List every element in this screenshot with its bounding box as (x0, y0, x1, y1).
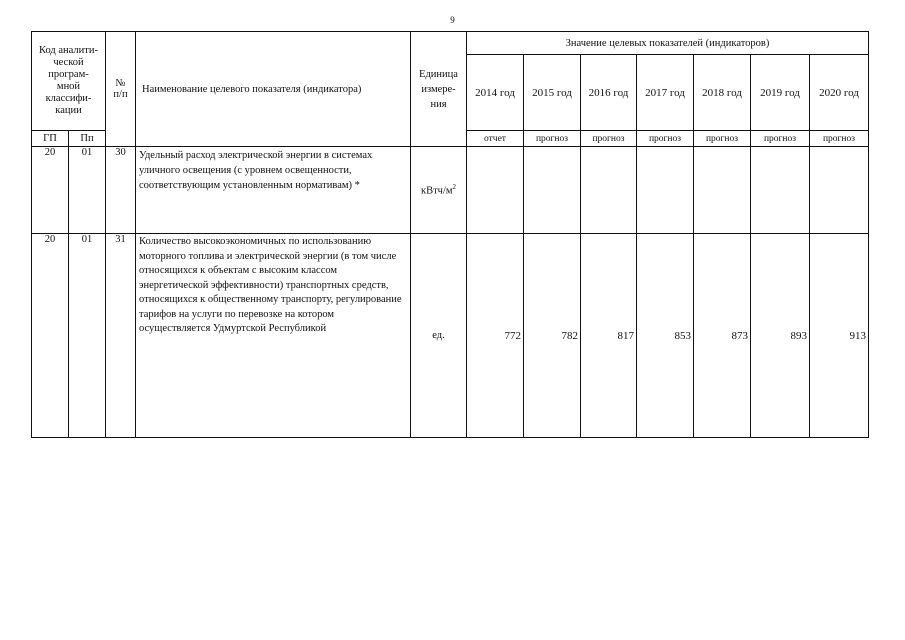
values-title: Значение целевых показателей (индикаторов) (467, 32, 869, 55)
code-header: Код аналити- ческой програм- мной классифи- кации (32, 32, 106, 131)
status-label: прогноз (751, 131, 810, 147)
status-label: отчет (467, 131, 524, 147)
header-row-top (32, 32, 869, 55)
value-cell: 873 (694, 234, 751, 438)
value-cell (581, 147, 637, 234)
unit-header: Единица измере- ния (411, 32, 467, 147)
value-cell: 782 (524, 234, 581, 438)
value-cell (637, 147, 694, 234)
indicators-table (31, 31, 869, 438)
pp-header: Пп (69, 131, 106, 147)
unit-superscript: 2 (452, 183, 457, 192)
num-cell: 30 (106, 147, 136, 234)
year-header: 2017 год (637, 55, 694, 131)
year-header: 2016 год (581, 55, 637, 131)
table-row (32, 147, 869, 234)
gp-cell: 20 (32, 234, 69, 438)
status-label: прогноз (637, 131, 694, 147)
value-cell: 772 (467, 234, 524, 438)
value-cell (524, 147, 581, 234)
value-cell: 817 (581, 234, 637, 438)
gp-header: ГП (32, 131, 69, 147)
unit-cell: ед. (411, 234, 467, 438)
value-cell: 913 (810, 234, 869, 438)
value-cell: 853 (637, 234, 694, 438)
year-header: 2015 год (524, 55, 581, 131)
indicator-name: Количество высокоэкономичных по использованию моторного топлива и электрической энергии (в том числе относящихся к объектам с высоким классом энергетической эффективности) транспортных средств, относящихся к общественному транспорту, регулирование тарифов на услуги по перевозке на котором осуществляется Удмуртской Республикой (136, 234, 411, 438)
status-label: прогноз (524, 131, 581, 147)
num-header: № п/п (106, 32, 136, 147)
pp-cell: 01 (69, 234, 106, 438)
value-cell (694, 147, 751, 234)
page-number: 9 (450, 15, 455, 25)
value-cell (810, 147, 869, 234)
unit-text: кВтч/м (420, 185, 453, 197)
status-label: прогноз (810, 131, 869, 147)
value-cell: 893 (751, 234, 810, 438)
name-header: Наименование целевого показателя (индикатора) (136, 32, 411, 147)
status-label: прогноз (581, 131, 637, 147)
year-header: 2020 год (810, 55, 869, 131)
unit-cell (411, 147, 467, 234)
table-row (32, 234, 869, 438)
pp-cell: 01 (69, 147, 106, 234)
year-header: 2014 год (467, 55, 524, 131)
year-header: 2019 год (751, 55, 810, 131)
indicator-name: Удельный расход электрической энергии в системах уличного освещения (с уровнем освещенности, соответствующим установленным нормативам) * (136, 147, 411, 234)
value-cell (751, 147, 810, 234)
value-cell (467, 147, 524, 234)
gp-cell: 20 (32, 147, 69, 234)
status-label: прогноз (694, 131, 751, 147)
num-cell: 31 (106, 234, 136, 438)
year-header: 2018 год (694, 55, 751, 131)
